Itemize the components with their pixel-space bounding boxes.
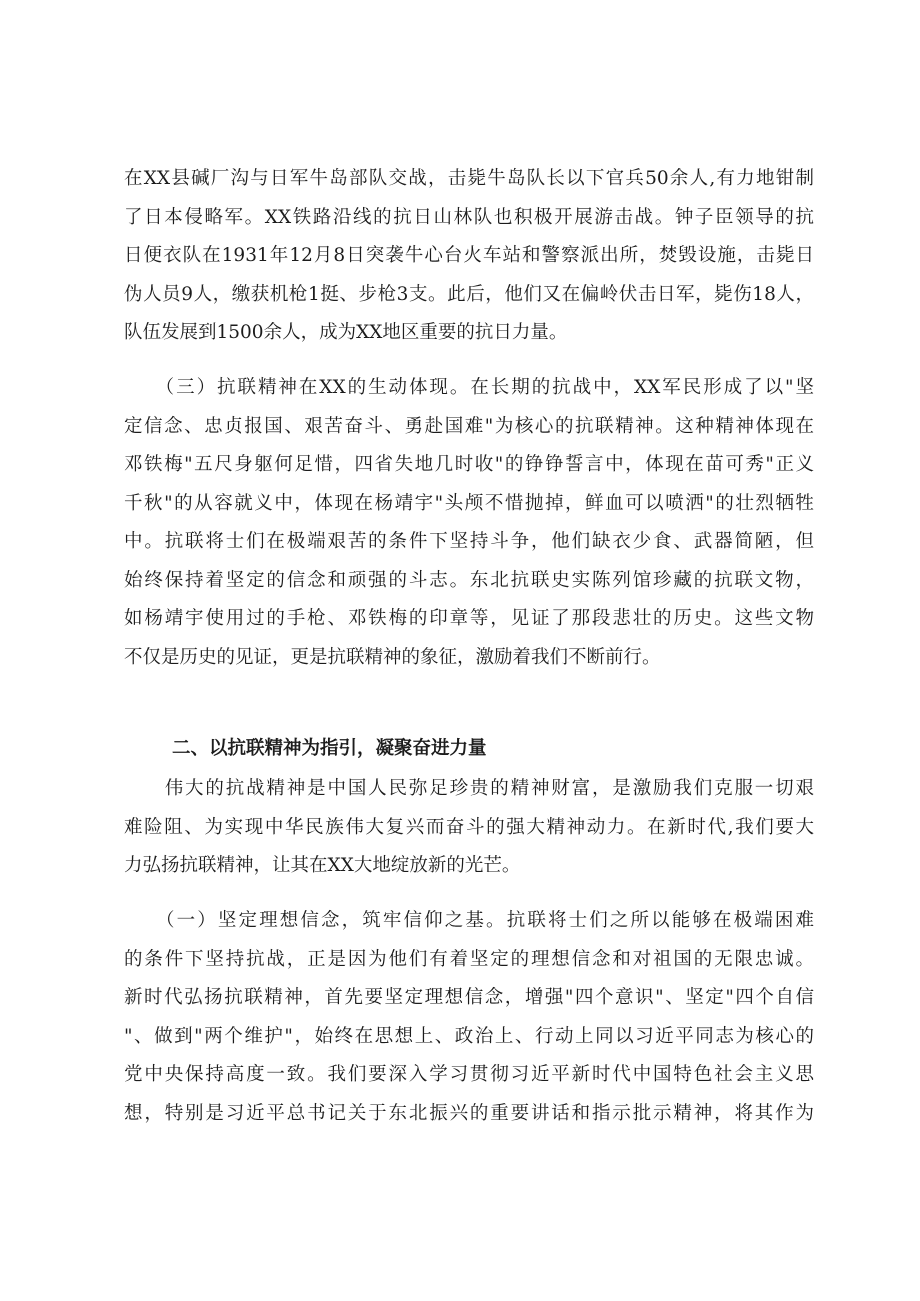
paragraph-2 [124,369,814,677]
paragraph-line: 伟大的抗战精神是中国人民弥足珍贵的精神财富，是激励我们克服一切艰 [124,778,814,799]
paragraph-line: 不仅是历史的见证，更是抗联精神的象征，激励着我们不断前行。 [124,646,661,668]
paragraph-line: 日便衣队在1931年12月8日突袭牛心台火车站和警察派出所，焚毁设施，击毙日 [124,245,814,266]
paragraph-line: 如杨靖宇使用过的手枪、邓铁梅的印章等，见证了那段悲壮的历史。这些文物 [124,608,814,629]
paragraph-line: 队伍发展到1500余人，成为XX地区重要的抗日力量。 [124,322,568,343]
paragraph-line: 中。抗联将士们在极端艰苦的条件下坚持斗争，他们缺衣少食、武器简陋，但 [124,531,814,552]
paragraph-line: 想，特别是习近平总书记关于东北振兴的重要讲话和指示批示精神，将其作为 [124,1102,814,1124]
paragraph-line: 新时代弘扬抗联精神，首先要坚定理想信念，增强"四个意识"、坚定"四个自信 [124,987,814,1008]
paragraph-line: 邓铁梅"五尺身躯何足惜，四省失地几时收"的铮铮誓言中，体现在苗可秀"正义 [124,454,814,475]
paragraph-line: 在XX县碱厂沟与日军牛岛部队交战，击毙牛岛队长以下官兵50余人,有力地钳制 [124,168,814,189]
paragraph-line: 力弘扬抗联精神，让其在XX大地绽放新的光芒。 [124,855,521,876]
paragraph-line: 党中央保持高度一致。我们要深入学习贯彻习近平新时代中国特色社会主义思 [124,1064,814,1085]
paragraph-line: （一）坚定理想信念，筑牢信仰之基。抗联将士们之所以能够在极端困难 [124,910,814,931]
paragraph-4 [124,902,814,1133]
paragraph-line: 千秋"的从容就义中，体现在杨靖宇"头颅不惜抛掉，鲜血可以喷洒"的壮烈牺牲 [124,492,814,514]
paragraph-line: （三）抗联精神在XX的生动体现。在长期的抗战中，XX军民形成了以"坚 [124,377,814,398]
section-heading: 二、以抗联精神为指引，凝聚奋进力量 [172,738,487,759]
paragraph-line: 难险阻、为实现中华民族伟大复兴而奋斗的强大精神动力。在新时代,我们要大 [124,816,814,838]
paragraph-line: 了日本侵略军。XX铁路沿线的抗日山林队也积极开展游击战。钟子臣领导的抗 [124,206,814,228]
paragraph-line: 定信念、忠贞报国、艰苦奋斗、勇赴国难"为核心的抗联精神。这种精神体现在 [124,415,814,437]
paragraph-1 [124,160,814,353]
paragraph-line: "、做到"两个维护"，始终在思想上、政治上、行动上同以习近平同志为核心的 [124,1025,814,1047]
paragraph-line: 的条件下坚持抗战，正是因为他们有着坚定的理想信念和对祖国的无限忠诚。 [124,948,814,970]
paragraph-line: 伪人员9人，缴获机枪1挺、步枪3支。此后，他们又在偏岭伏击日军，毙伤18人， [124,283,814,305]
paragraph-3 [124,770,814,886]
paragraph-line: 始终保持着坚定的信念和顽强的斗志。东北抗联史实陈列馆珍藏的抗联文物， [124,569,814,591]
